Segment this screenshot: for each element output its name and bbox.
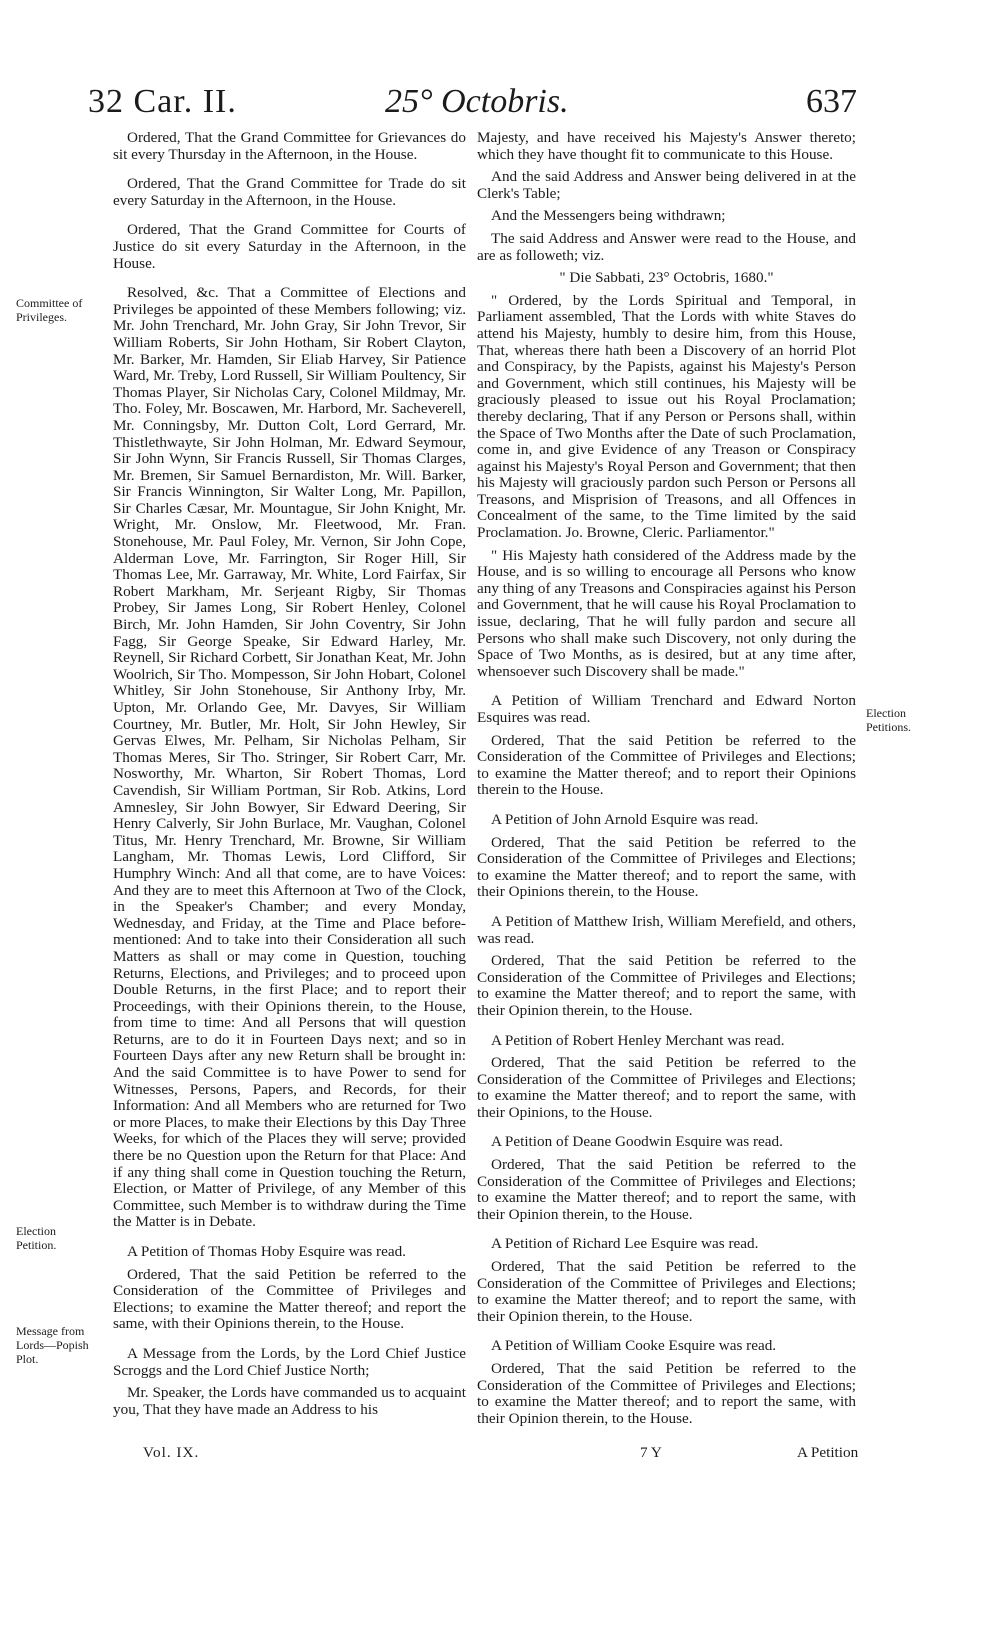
paragraph: Ordered, That the said Petition be referred to the Consideration of the Committee of Privileges and Elections; to examine the Matter thereof; and to report the same, with their Opinion therein, to the House. [477, 1156, 856, 1223]
petition-read: A Petition of William Trenchard and Edward Norton Esquires was read. [477, 692, 856, 726]
paragraph: Ordered, That the said Petition be referred to the Consideration of the Committee of Privileges and Elections; to examine the Matter thereof; and to report the same, with their Opinion therein, to the House. [477, 952, 856, 1019]
majesty-answer: " His Majesty hath considered of the Address made by the House, and is so willing to encourage all Persons who know any thing of any Treasons and Conspiracies against his Person and Government, that he will cause his Royal Proclamation to issue, declaring, That he will fully pardon and secure all Persons who shall make such Discovery, not only during the Space of Two Months, as is desired, but at any time after, whensoever such Discovery shall be made." [477, 546, 856, 680]
paragraph: Ordered, That the said Petition be referred to the Consideration of the Committee of Privileges and Elections; to examine the Matter thereof; and to report the same, with their Opinions, to the House. [477, 1054, 856, 1121]
petition-read: A Petition of Matthew Irish, William Merefield, and others, was read. [477, 912, 856, 947]
paragraph: Ordered, That the said Petition be referred to the Consideration of the Committee of Privileges and Elections; to examine the Matter thereof; and to report the same, with their Opinion therein, to the House. [477, 1360, 856, 1427]
lords-order: " Ordered, by the Lords Spiritual and Temporal, in Parliament assembled, That the Lords with white Staves do attend his Majesty, humbly to desire him, from this House, That, whereas there hath been a Discovery of an horrid Plot and Conspiracy, by the Papists, against his Majesty's Person and Government, which still continues, his Majesty will be graciously pleased to issue out his Royal Proclamation; thereby declaring, That if any Person or Persons shall, within the Space of Two Months after the Date of such Proclamation, come in, and give Evidence of any Treason or Conspiracy against his Majesty's Royal Person and Government; that then his Majesty will graciously pardon such Person or Persons all Treasons, and Misprision of Treasons, and all Offences in Concealment of the same, to the Time limited by the said Proclamation. Jo. Browne, Cleric. Parliamentor." [477, 291, 856, 542]
petition-read: A Petition of Deane Goodwin Esquire was read. [491, 1133, 783, 1151]
committee-resolution: Resolved, &c. That a Committee of Elections and Privileges be appointed of these Members following; viz. Mr. John Trenchard, Mr. John Gray, Sir John Trevor, Sir William Roberts, Sir John Hotham, Sir Robert Clayton, Mr. Barker, Mr. Hamden, Sir Eliab Harvey, Sir Patience Ward, Mr. Treby, Lord Russell, Sir William Poultency, Sir Thomas Player, Sir Nicholas Cary, Colonel Mildmay, Mr. Tho. Foley, Mr. Boscawen, Mr. Harbord, Mr. Sacheverell, Mr. Conningsby, Mr. Dutton Colt, Lord Gerrard, Mr. Thistlethwayte, Sir John Holman, Mr. Edward Seymour, Sir John Wynn, Sir Francis Russell, Sir Thomas Clarges, Mr. Bremen, Sir Samuel Bernardiston, Mr. Will. Barker, Sir Francis Winnington, Sir Walter Long, Mr. Papillon, Sir Charles Cæsar, Mr. Mountague, Sir John Knight, Mr. Wright, Mr. Onslow, Mr. Fleetwood, Mr. Fran. Stonehouse, Mr. Paul Foley, Mr. Vernon, Sir John Cope, Alderman Love, Mr. Farrington, Sir Roger Hill, Sir Thomas Lee, Mr. Garraway, Mr. White, Lord Fairfax, Sir Robert Markham, Mr. Serjeant Rigby, Sir Thomas Probey, Sir James Long, Sir Robert Henley, Colonel Birch, Mr. John Hamden, Sir John Coventry, Sir John Fagg, Sir George Speake, Sir Edward Harley, Mr. Reynell, Sir Richard Corbett, Sir Jonathan Keat, Mr. John Woolrich, Sir Tho. Mompesson, Sir John Hobart, Colonel Whitley, Sir John Stonehouse, Sir Anthony Irby, Mr. Upton, Mr. Orlando Gee, Mr. Davyes, Sir William Courtney, Mr. Butler, Mr. Holt, Sir John Hewley, Sir Gervas Elwes, Mr. Pelham, Sir Nicholas Pelham, Sir Thomas Meres, Sir Tho. Stringer, Sir Robert Carr, Mr. Nosworthy, Mr. Wharton, Sir Robert Thomas, Lord Cavendish, Sir William Portman, Sir Rob. Atkins, Lord Amnesley, Sir John Bowyer, Sir Edward Deering, Sir Henry Calverly, Sir John Burlace, Mr. Vaughan, Colonel Titus, Mr. Henry Trenchard, Mr. Browne, Sir William Langham, Mr. Thomas Lewis, Lord Clifford, Sir Humphry Winch: And all that come, are to have Voices: And they are to meet this Afternoon at Two of the Clock, in the Speaker's Chamber; and every Monday, Wednesday, and Friday, at the Time and Place before-mentioned: And to take into their Consideration all such Matters as shall or may come in Question, touching Returns, Elections, and Privileges; and to proceed upon Double Returns, in the first Place; and to report their Proceedings, with their Opinions therein, to the House, from time to time: And all Persons that will question Returns, are to do it in Fourteen Days next; and so in Fourteen Days after any new Return shall be brought in: And the said Committee is to have Power to send for Witnesses, Persons, Papers, and Records, for their Information: And all Members who are returned for Two or more Places, to make their Elections by this Day Three Weeks, for which of the Places they will serve; provided there be no Question upon the Return for that Place: And if any thing shall come in Question touching the Return, Election, or Matter of Privilege, of any Member of this Committee, such Member is to withdraw during the Time the Matter is in Debate. [113, 284, 466, 1231]
page-number: 637 [806, 83, 857, 120]
paragraph: Ordered, That the said Petition be referred to the Consideration of the Committee of Privileges and Elections; to examine the Matter thereof; and to report their Opinions therein to the House. [477, 731, 856, 799]
side-note-committee-privileges: Committee of Privileges. [16, 296, 83, 324]
petition-read: A Petition of Thomas Hoby Esquire was read. [127, 1243, 406, 1260]
side-note-message-lords: Message from Lords—Popish Plot. [16, 1324, 89, 1366]
dated-heading: " Die Sabbati, 23° Octobris, 1680." [559, 269, 774, 287]
petition-read: A Petition of Richard Lee Esquire was read. [491, 1235, 759, 1253]
left-column [113, 130, 466, 1418]
paragraph: Ordered, That the Grand Committee for Trade do sit every Saturday in the Afternoon, in the House. [113, 175, 466, 209]
side-note-election-petitions: Election Petitions. [866, 706, 912, 734]
paragraph: Ordered, That the said Petition be referred to the Consideration of the Committee of Privileges and Elections; to examine the Matter thereof; and to report the same, with their Opinion therein, to the House. [477, 1258, 856, 1325]
petition-read: A Petition of William Cooke Esquire was read. [491, 1337, 777, 1355]
paragraph: Ordered, That the Grand Committee for Courts of Justice do sit every Saturday in the Afternoon, in the House. [113, 221, 466, 272]
running-head-date: 25° Octobris. [385, 83, 569, 120]
signature-mark: 7 Y [640, 1444, 662, 1461]
paragraph: Ordered, That the Grand Committee for Grievances do sit every Thursday in the Afternoon, in the House. [113, 129, 466, 163]
petition-read: A Petition of Robert Henley Merchant was read. [491, 1031, 785, 1049]
message-from-lords: A Message from the Lords, by the Lord Chief Justice Scroggs and the Lord Chief Justice North; [113, 1344, 466, 1379]
volume-number: Vol. IX. [143, 1444, 200, 1461]
paragraph: Majesty, and have received his Majesty's Answer thereto; which they have thought fit to communicate to this House. [477, 129, 856, 163]
side-note-election-petition: Election Petition. [16, 1224, 57, 1252]
catchword: A Petition [797, 1444, 859, 1461]
petition-read: A Petition of John Arnold Esquire was read. [491, 810, 759, 828]
paragraph: Ordered, That the said Petition be referred to the Consideration of the Committee of Privileges and Elections; to examine the Matter thereof; and report the same, with their Opinions therein, to the House. [113, 1265, 466, 1333]
paragraph: Ordered, That the said Petition be referred to the Consideration of the Committee of Privileges and Elections; to examine the Matter thereof; and to report the same, with their Opinions therein, to the House. [477, 833, 856, 901]
paragraph: And the Messengers being withdrawn; [491, 207, 726, 225]
running-head-reign: 32 Car. II. [88, 83, 237, 120]
paragraph: And the said Address and Answer being delivered in at the Clerk's Table; [477, 168, 856, 202]
right-column [477, 130, 856, 1427]
paragraph: Mr. Speaker, the Lords have commanded us to acquaint you, That they have made an Address to his [113, 1384, 466, 1418]
paragraph: The said Address and Answer were read to the House, and are as followeth; viz. [477, 229, 856, 264]
